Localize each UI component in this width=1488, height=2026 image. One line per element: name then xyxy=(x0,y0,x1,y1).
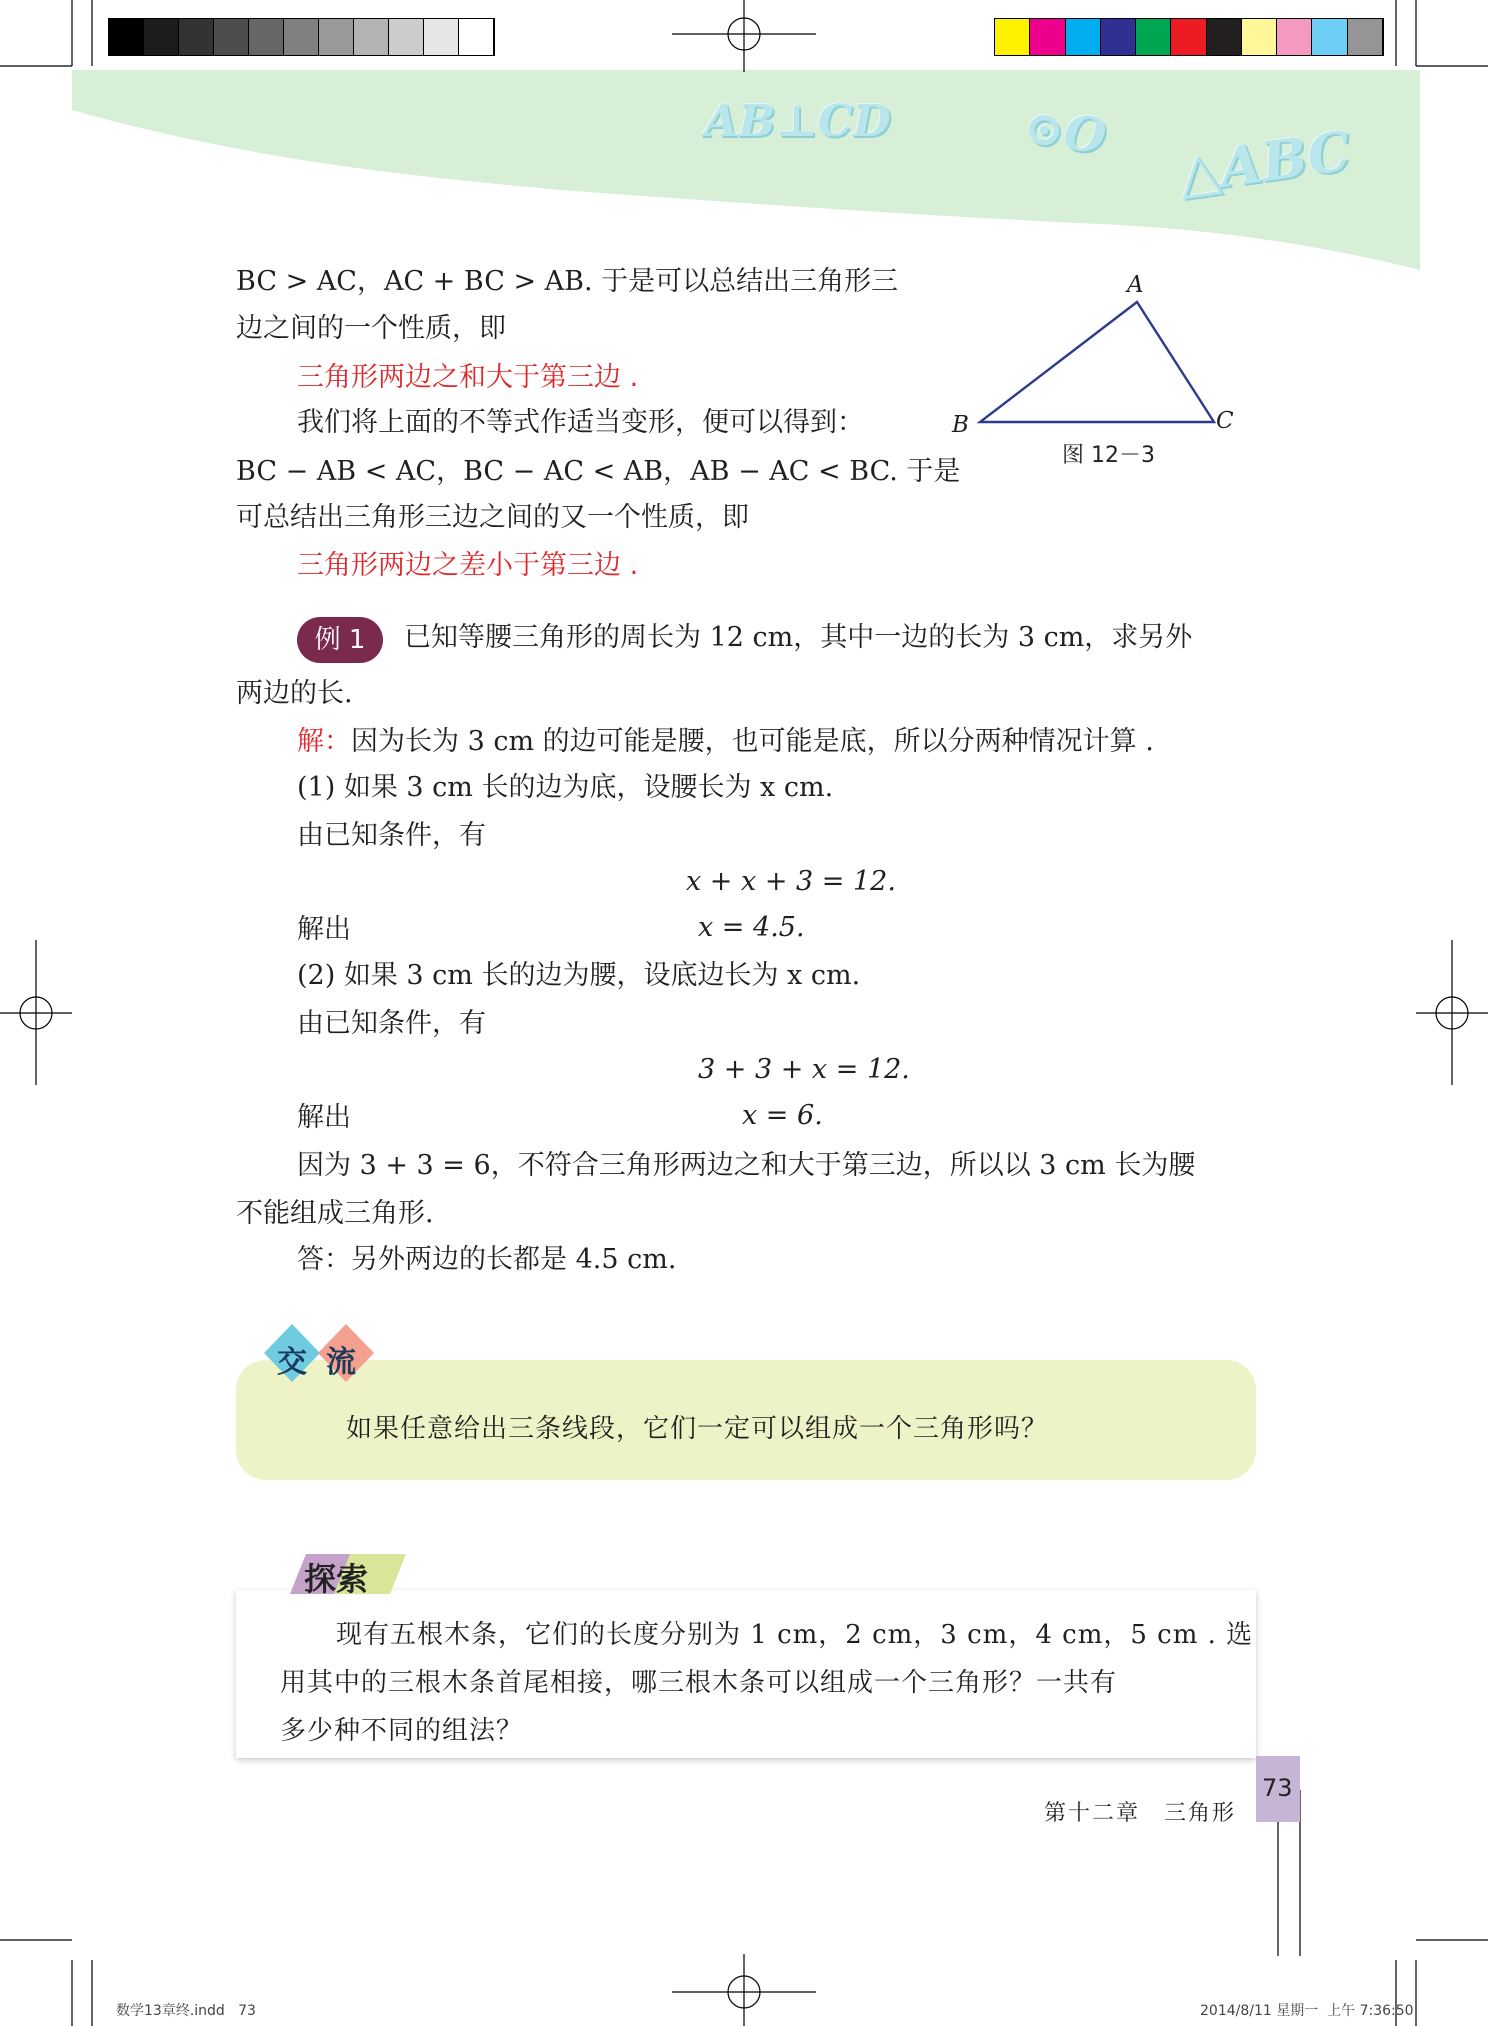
example-question: 已知等腰三角形的周长为 12 cm，其中一边的长为 3 cm，求另外 xyxy=(404,622,1193,653)
print-timestamp: 2014/8/11 星期一 上午 7:36:50 xyxy=(1200,2003,1414,2019)
explore-text: 现有五根木条，它们的长度分别为 1 cm，2 cm，3 cm，4 cm，5 cm . 选 xyxy=(336,1620,1254,1650)
discuss-title-1: 交 xyxy=(277,1345,307,1380)
text-line: 边之间的一个性质，即 xyxy=(236,313,506,344)
example-badge: 例 1 xyxy=(297,617,383,663)
explore-text: 多少种不同的组法？ xyxy=(280,1716,524,1746)
solution-text: 因为长为 3 cm 的边可能是腰，也可能是底，所以分两种情况计算 . xyxy=(351,726,1154,757)
solution-text: 不能组成三角形. xyxy=(236,1198,434,1229)
solution-text: 由已知条件，有 xyxy=(297,1008,486,1039)
explore-text: 用其中的三根木条首尾相接，哪三根木条可以组成一个三角形？一共有 xyxy=(280,1668,1118,1698)
chapter-title: 第十二章 三角形 xyxy=(1044,1801,1237,1826)
solution-case-1: (1) 如果 3 cm 长的边为底，设腰长为 x cm. xyxy=(297,772,834,803)
equation: 3 + 3 + x = 12. xyxy=(698,1054,910,1085)
explore-title: 探索 xyxy=(304,1560,369,1598)
vertex-label-c: C xyxy=(1216,408,1234,434)
solution-answer: 答：另外两边的长都是 4.5 cm. xyxy=(297,1244,677,1275)
solution-text: 因为 3 + 3 = 6，不符合三角形两边之和大于第三边，所以以 3 cm 长为腰 xyxy=(297,1150,1196,1181)
equation: x = 6. xyxy=(742,1100,823,1131)
header-deco-triangle: △ABC xyxy=(1174,118,1355,206)
text-line: 可总结出三角形三边之间的又一个性质，即 xyxy=(236,502,749,533)
solution-text: 由已知条件，有 xyxy=(297,820,486,851)
solution-case-2: (2) 如果 3 cm 长的边为腰，设底边长为 x cm. xyxy=(297,960,861,991)
discuss-text: 如果任意给出三条线段，它们一定可以组成一个三角形吗？ xyxy=(346,1414,1049,1444)
text-line: 我们将上面的不等式作适当变形，便可以得到： xyxy=(297,407,864,438)
triangle-figure xyxy=(950,270,1240,430)
header-deco-perpendicular: AB⊥CD xyxy=(704,96,891,147)
page-number: 73 xyxy=(1262,1774,1293,1802)
file-info: 数学13章终.indd 73 xyxy=(116,2003,256,2019)
property-difference: 三角形两边之差小于第三边 . xyxy=(297,550,639,581)
text-line: BC > AC，AC + BC > AB. 于是可以总结出三角形三 xyxy=(236,266,899,297)
example-question: 两边的长. xyxy=(236,678,353,709)
header-deco-circle: ⊙O xyxy=(1020,98,1110,166)
equation: x + x + 3 = 12. xyxy=(686,866,896,897)
equation: x = 4.5. xyxy=(698,912,805,943)
solution-text: 解出 xyxy=(297,914,351,945)
figure-caption: 图 12－3 xyxy=(1062,443,1155,468)
vertex-label-b: B xyxy=(952,412,969,438)
property-sum: 三角形两边之和大于第三边 . xyxy=(297,362,639,393)
solution-intro xyxy=(297,724,1154,760)
vertex-label-a: A xyxy=(1127,272,1144,298)
solution-text: 解出 xyxy=(297,1102,351,1133)
discuss-title-2: 流 xyxy=(326,1345,356,1380)
solution-label: 解： xyxy=(297,726,351,757)
text-line: BC − AB < AC，BC − AC < AB，AB − AC < BC. 于是 xyxy=(236,456,961,487)
